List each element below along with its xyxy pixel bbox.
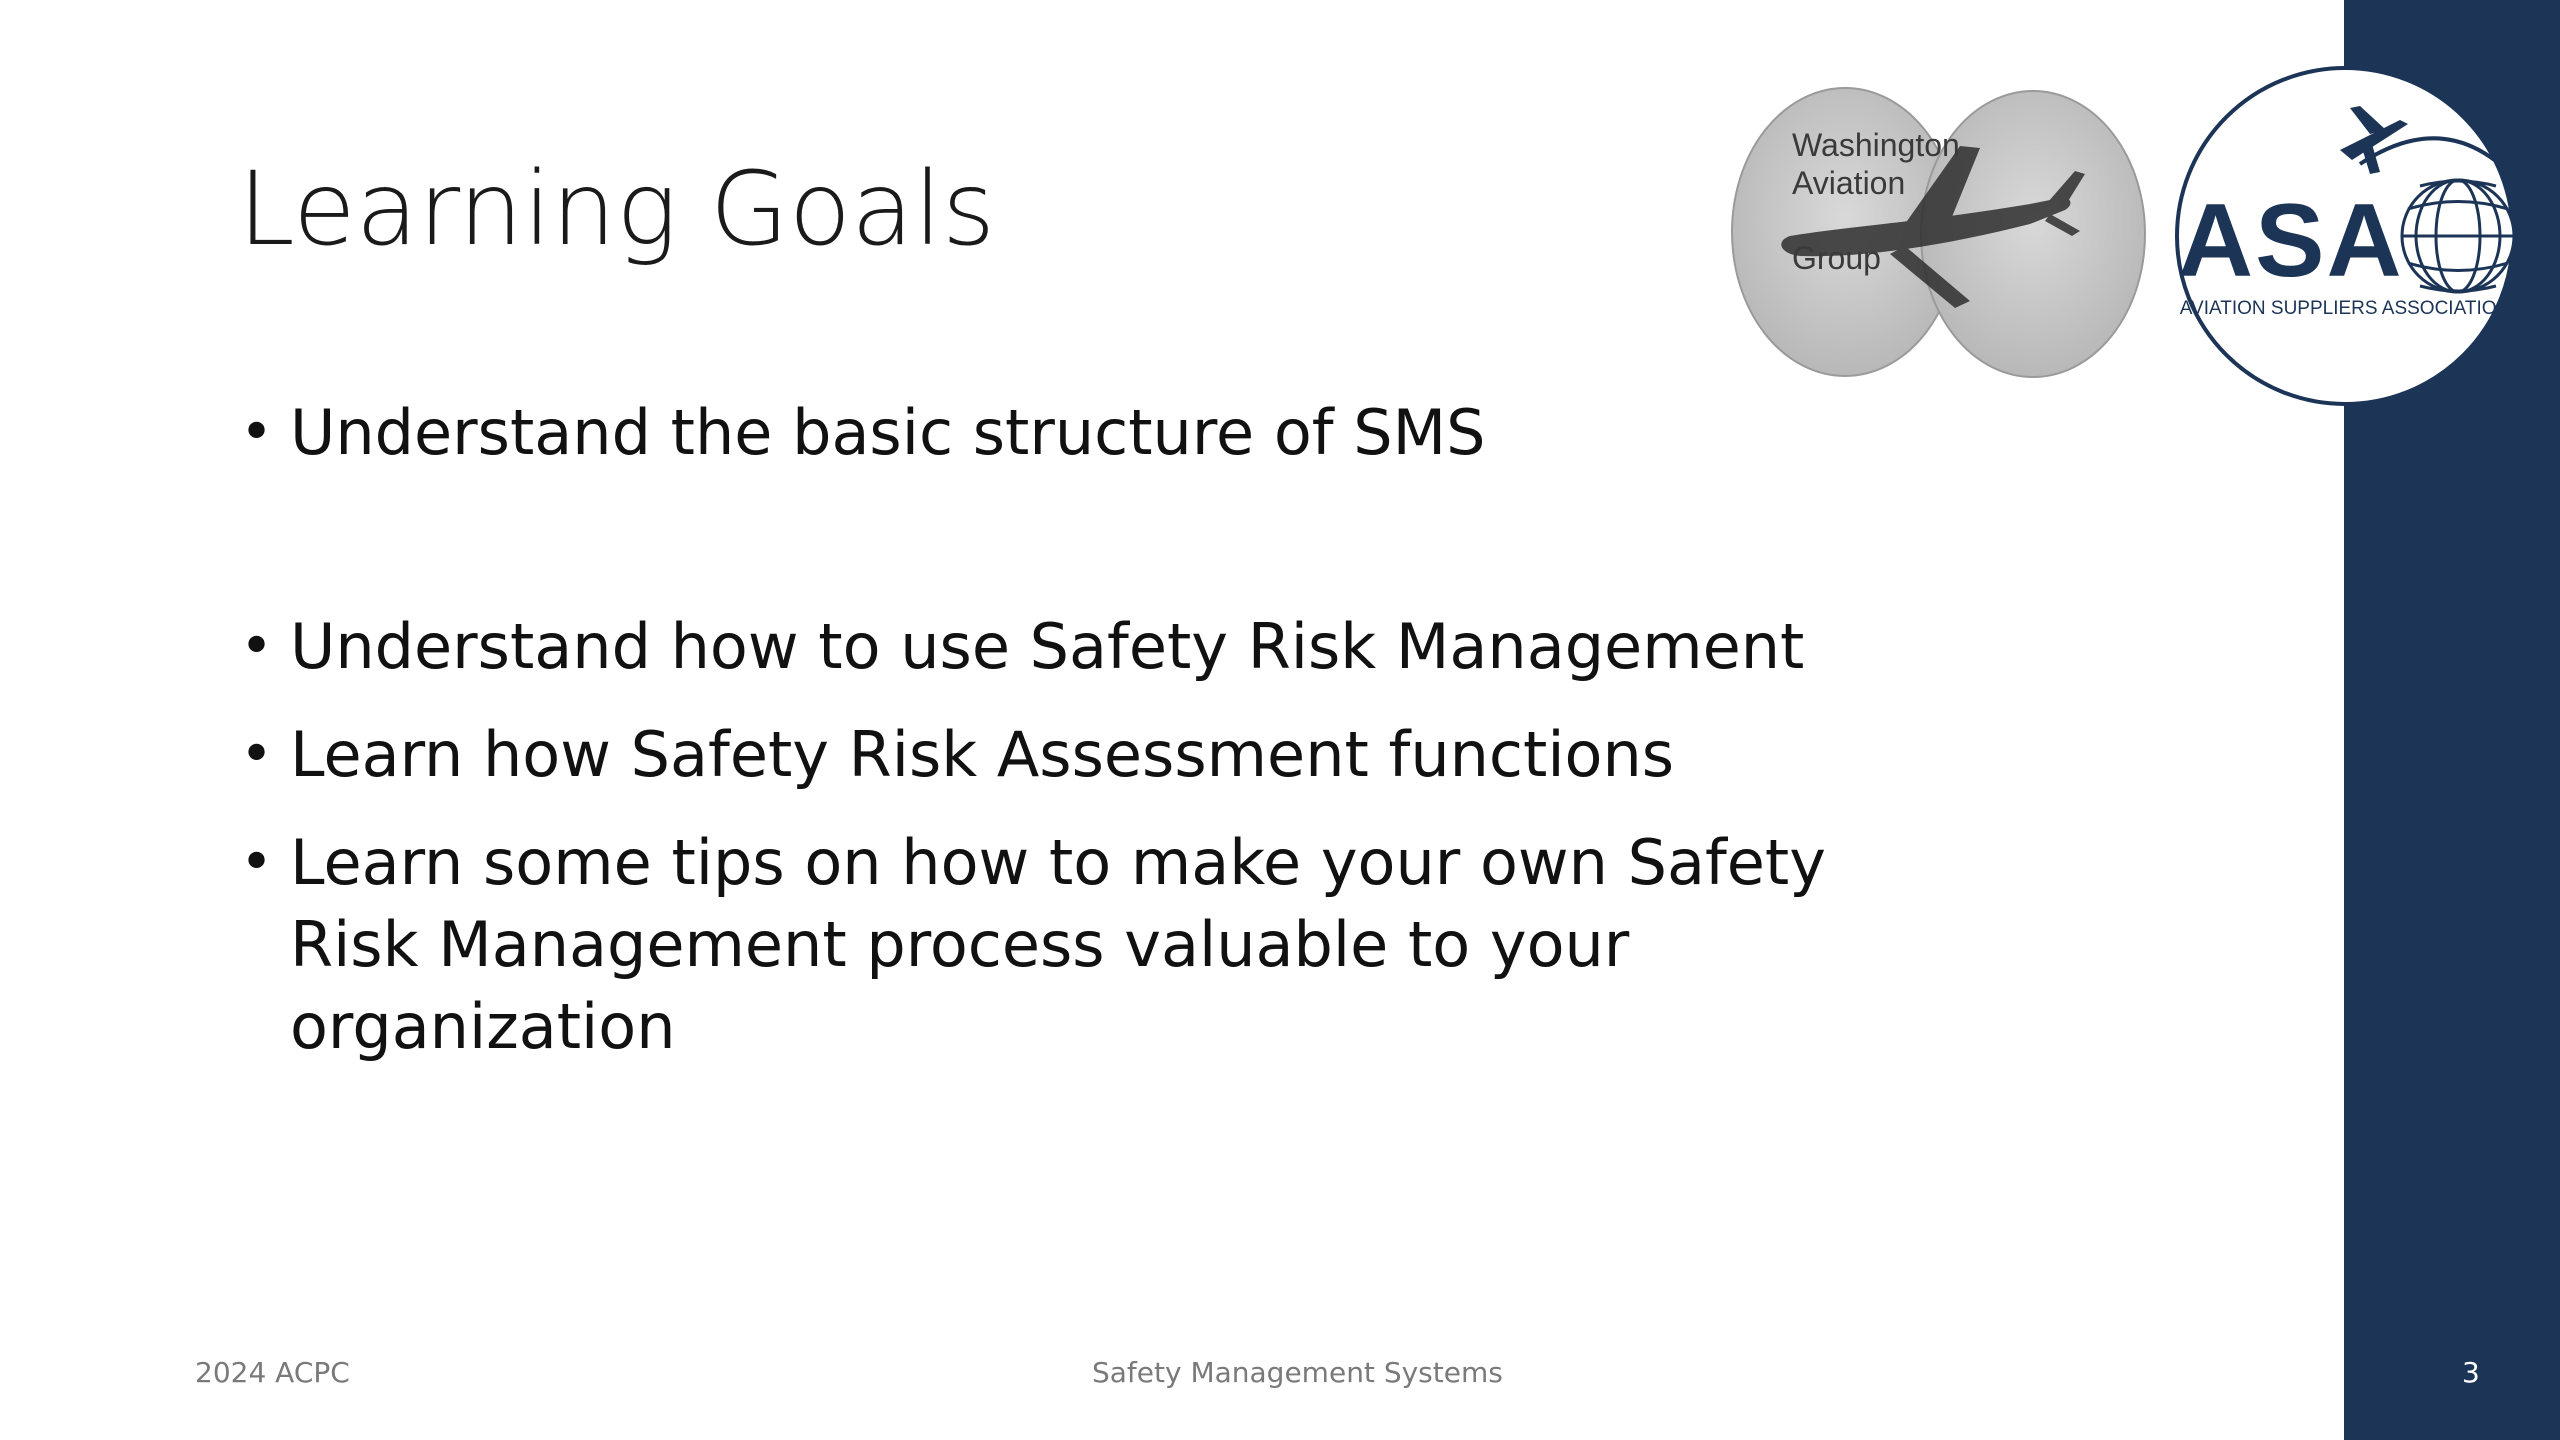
bullet-text: Learn how Safety Risk Assessment functions xyxy=(290,718,1675,791)
bullet-icon: • xyxy=(240,614,274,679)
bullet-text: Learn some tips on how to make your own Safety Risk Management process valuable to your organization xyxy=(290,826,1826,1063)
bullet-icon: • xyxy=(240,722,274,787)
bullet-item xyxy=(238,392,2138,474)
bullet-item xyxy=(238,714,2138,796)
asa-logo xyxy=(2150,64,2540,408)
slide-title: Learning Goals xyxy=(238,150,996,269)
globe-icon xyxy=(2402,180,2514,292)
slide-number: 3 xyxy=(2462,1356,2480,1389)
bullet-text: Understand the basic structure of SMS xyxy=(290,396,1486,469)
bullet-icon: • xyxy=(240,830,274,895)
bullet-icon: • xyxy=(240,400,274,465)
bullet-text: Understand how to use Safety Risk Management xyxy=(290,610,1805,683)
wag-logo-line3: Group xyxy=(1792,240,1881,276)
footer-event: 2024 ACPC xyxy=(195,1356,350,1389)
asa-logo-initials: ASA xyxy=(2178,183,2404,299)
bullet-item xyxy=(238,606,2138,688)
wag-logo-line2: Aviation xyxy=(1792,165,1906,201)
washington-aviation-group-logo xyxy=(1730,86,2148,381)
bullet-item xyxy=(238,822,1938,1068)
asa-logo-name: AVIATION SUPPLIERS ASSOCIATION xyxy=(2179,298,2511,319)
footer-title: Safety Management Systems xyxy=(1092,1356,1503,1389)
wag-logo-line1: Washington xyxy=(1792,127,1960,163)
